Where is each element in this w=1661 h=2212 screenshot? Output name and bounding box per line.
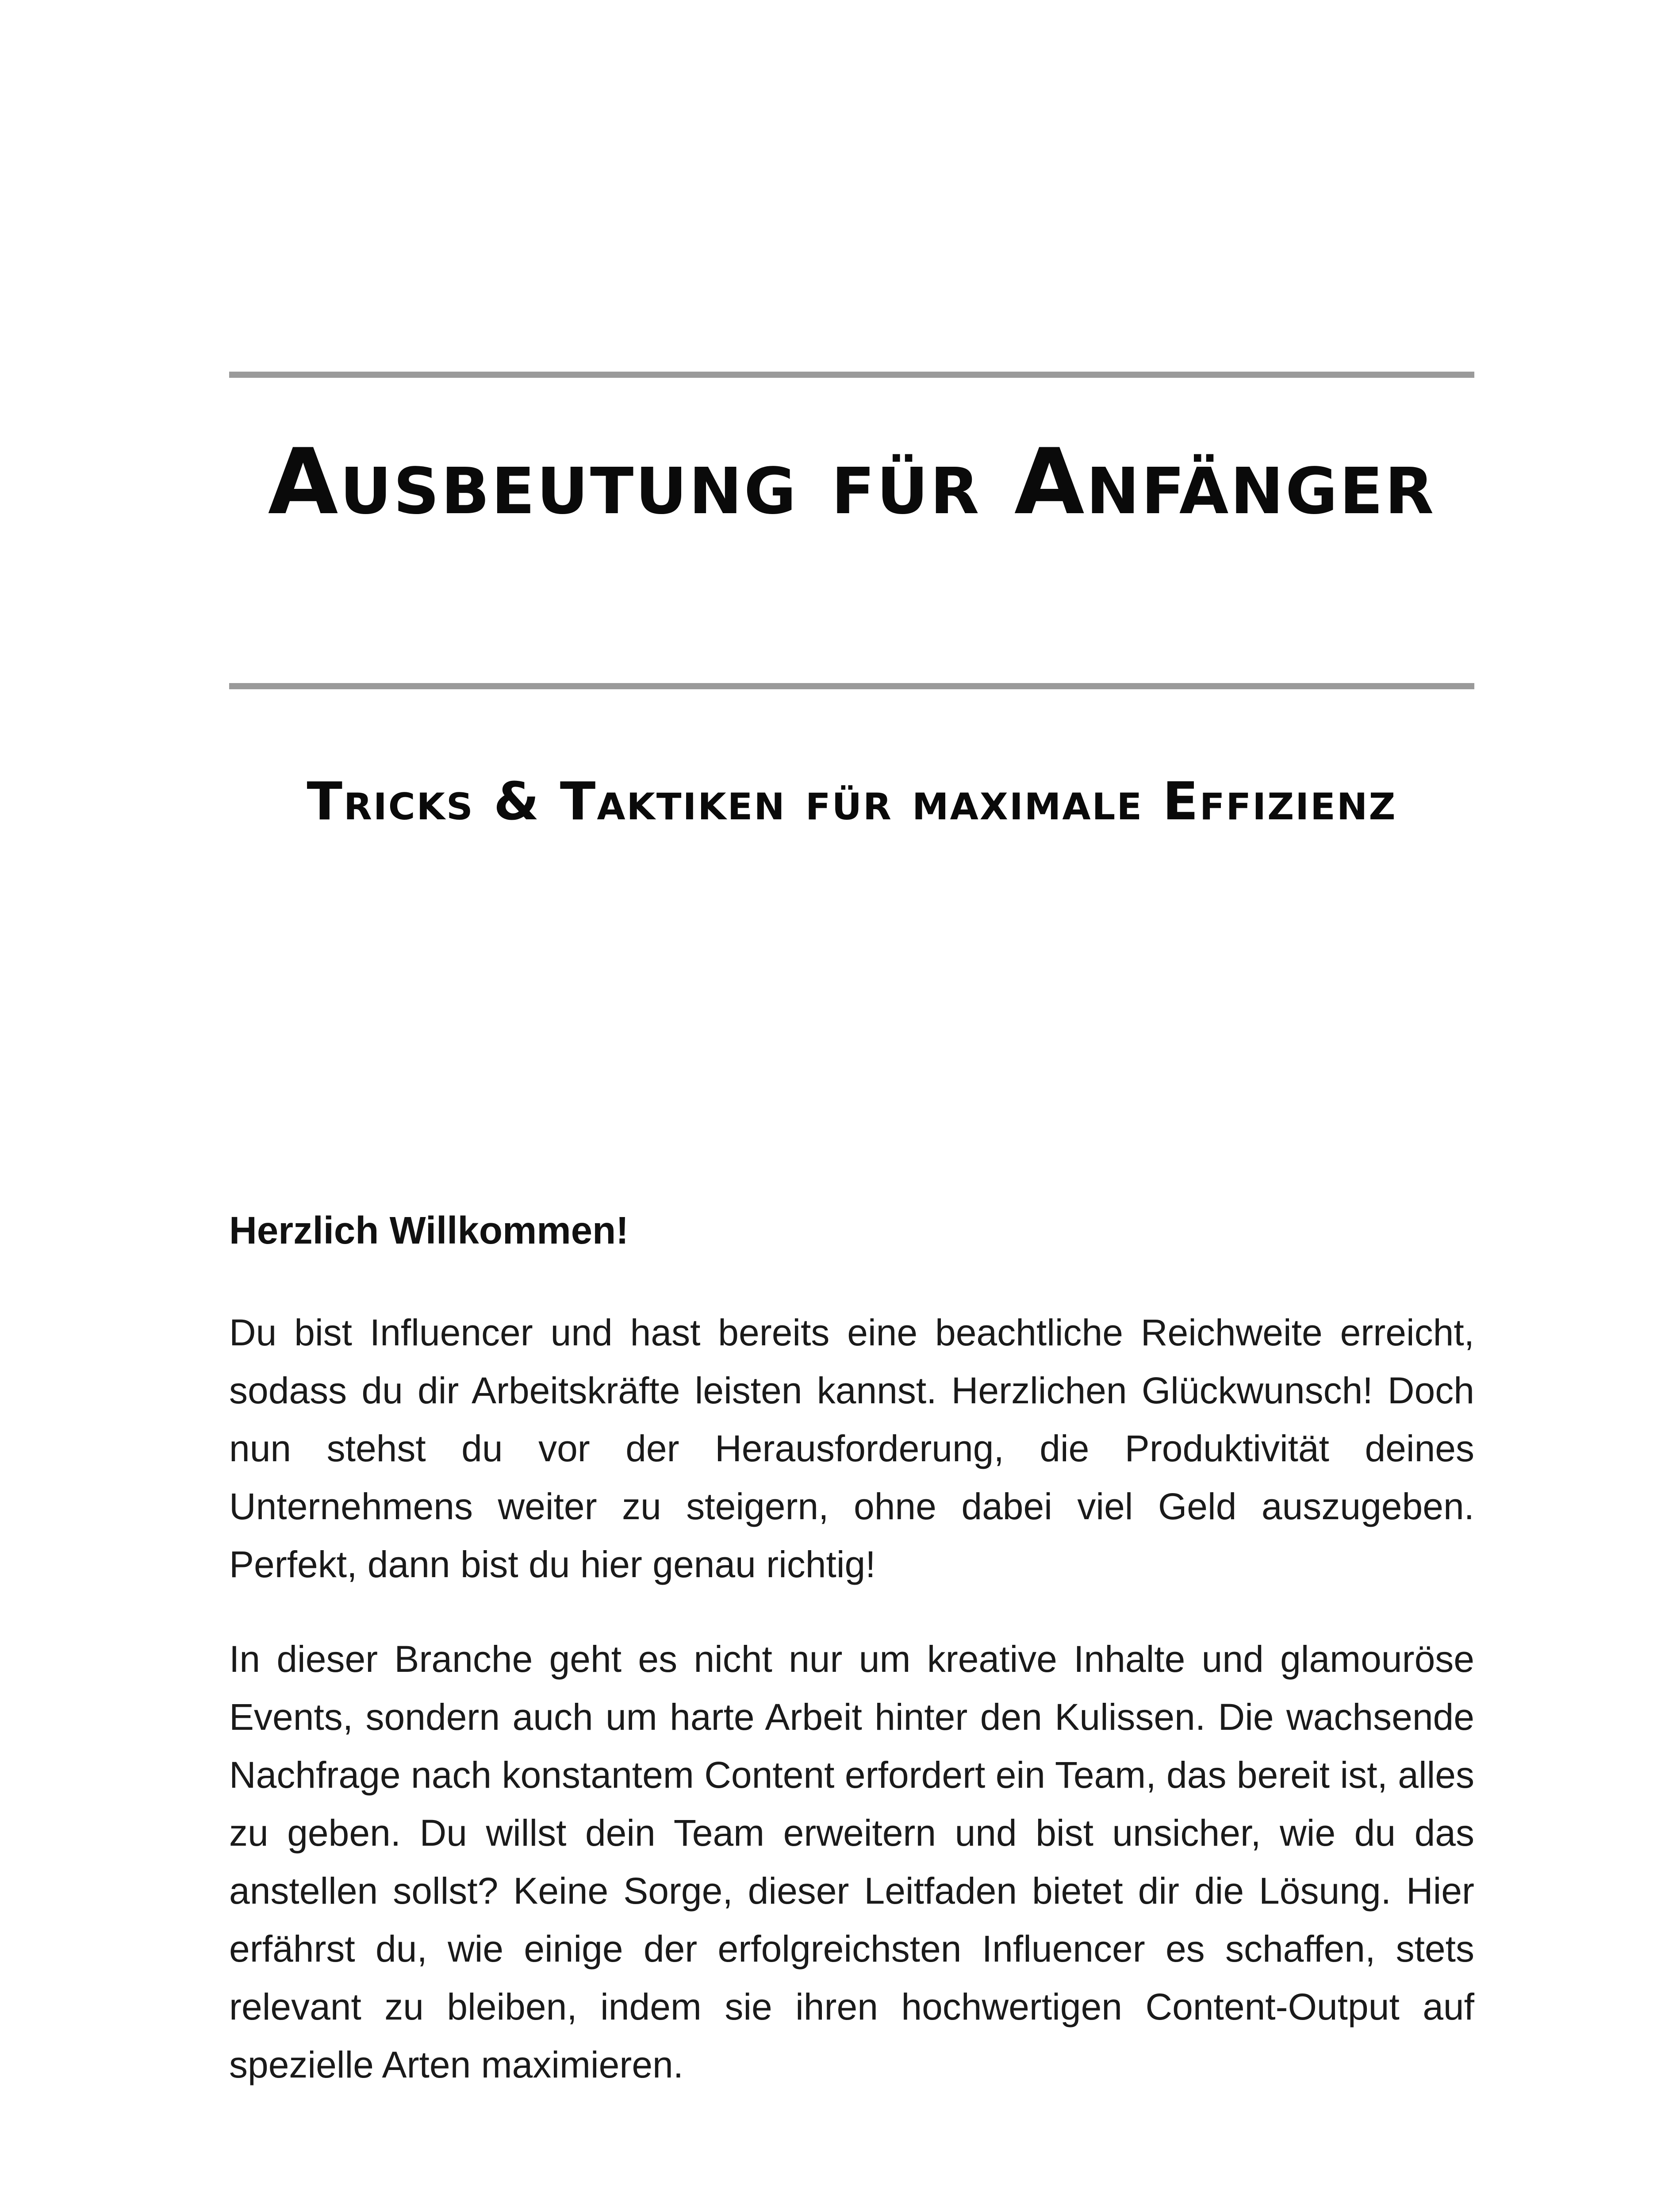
title-bottom-rule (229, 683, 1474, 689)
page-subtitle: Tricks & Taktiken für maximale Effizienz (307, 771, 1397, 832)
section-heading: Herzlich Willkommen! (229, 1209, 629, 1252)
title-top-rule (229, 372, 1474, 378)
page-title: Ausbeutung für Anfänger (268, 430, 1436, 535)
body-paragraph: Du bist Influencer und hast bereits eine beachtliche Reichweite erreicht, sodass du dir Arbeitskräfte leisten kannst. Herzlichen Glückwunsch! Doch nun stehst du vor der Herausforderung, die Produktivität deines Unternehmens weiter zu steigern, ohne dabei viel Geld auszugeben. Perfekt, dann bist du hier genau richtig! (229, 1312, 1474, 1585)
body-paragraph: In dieser Branche geht es nicht nur um kreative Inhalte und glamouröse Events, sondern auch um harte Arbeit hinter den Kulissen. Die wachsende Nachfrage nach konstantem Content erfordert ein Team, das bereit ist, alles zu geben. Du willst dein Team erweitern und bist unsicher, wie du das anstellen sollst? Keine Sorge, dieser Leitfaden bietet dir die Lösung. Hier erfährst du, wie einige der erfolgreichsten Influencer es schaffen, stets relevant zu bleiben, indem sie ihren hochwertigen Content-Output auf spezielle Arten maximieren. (229, 1638, 1474, 2085)
